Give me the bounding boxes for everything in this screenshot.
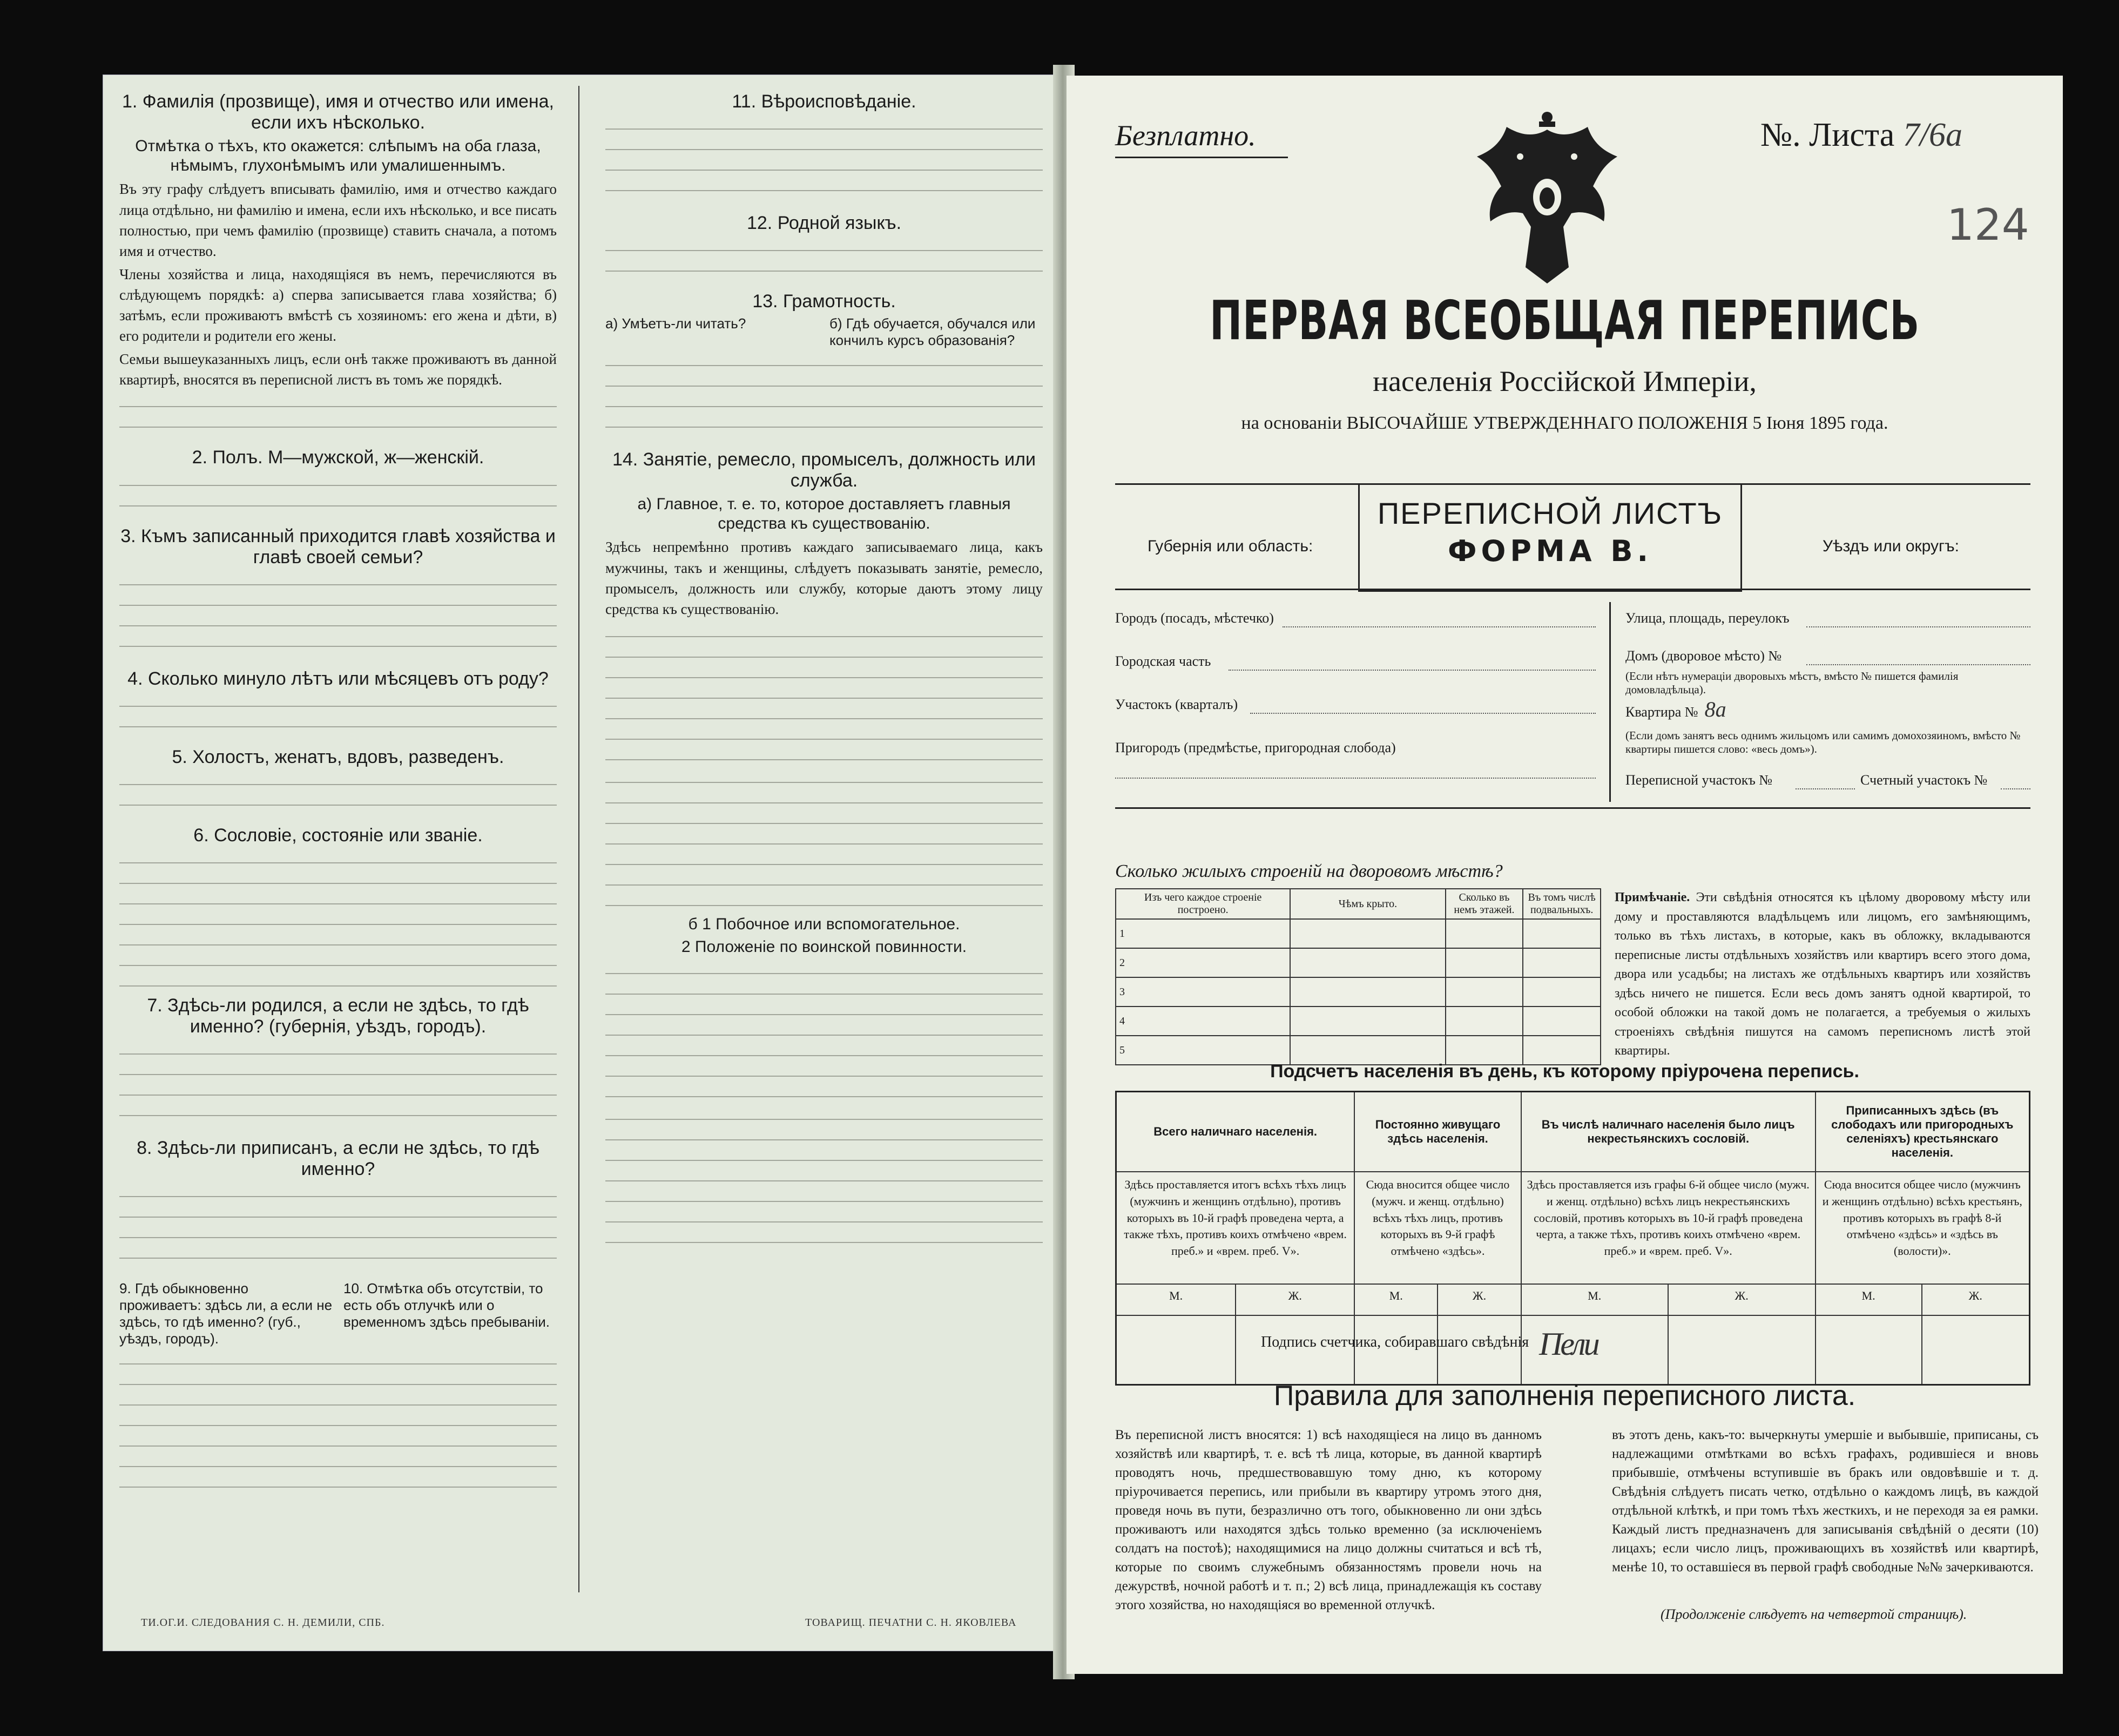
row-number: 1 bbox=[1116, 919, 1290, 948]
city-field bbox=[1283, 625, 1596, 627]
female-label: Ж. bbox=[1236, 1284, 1354, 1315]
male-label: М. bbox=[1354, 1284, 1438, 1315]
buildings-table bbox=[1115, 888, 1601, 1065]
house-field bbox=[1806, 663, 2030, 665]
section-10-title: 10. Отмѣтка объ отсутствіи, то есть объ отлучкѣ или о временномъ здѣсь пребываніи. bbox=[343, 1280, 550, 1330]
section-1-title: 1. Фамилія (прозвище), имя и отчество или имена, если ихъ нѣсколько. bbox=[122, 91, 554, 133]
enumerator-signature-label: Подпись счетчика, собиравшаго свѣдѣнія bbox=[1261, 1334, 1529, 1350]
left-column-1 bbox=[119, 86, 557, 1496]
buildings-note bbox=[1615, 888, 2030, 1061]
note-label: Примѣчаніе. bbox=[1615, 890, 1690, 904]
female-label: Ж. bbox=[1668, 1284, 1816, 1315]
row-number: 2 bbox=[1116, 948, 1290, 977]
note-text: Эти свѣдѣнія относятся къ цѣлому дворовому мѣсту или дому и проставляются владѣльцемъ или лицомъ, его замѣняющимъ, только въ тѣхъ листахъ, в которые, какъ въ обложку, вкладываются переписные листы отдѣльныхъ хозяйствъ или квартиръ всего этого дома, двора или усадьбы; на листахъ же отдѣльныхъ квартиръ или хозяйствъ здѣсь ничего не пишется. Если весь домъ занятъ одной квартирой, то особой обложки на такой домъ не полагается, а требуемыя о жилыхъ строеніяхъ свѣдѣнія пишутся на самомъ переписномъ листѣ этой квартиры. bbox=[1615, 890, 2030, 1058]
table-row bbox=[1116, 1036, 1601, 1065]
text-block bbox=[605, 1106, 1043, 1246]
question-13b: б) Гдѣ обучается, обучался или кончилъ курсъ образованія? bbox=[829, 315, 1036, 349]
section-14-text: Здѣсь непремѣнно противъ каждаго записываемаго лица, какъ мужчины, такъ и женщины, слѣдуетъ показывать занятіе, ремесло, промыселъ, должность или службу, которые даютъ этому лицу средства къ существованію. bbox=[605, 539, 1043, 618]
section-12-title: 12. Родной языкъ. bbox=[746, 213, 902, 234]
table-row bbox=[1116, 919, 1601, 948]
district-label: Уѣздъ или округъ: bbox=[1823, 537, 1960, 555]
table-header: Въ числѣ наличнаго населенія было лицъ некрестьянскихъ сословій. bbox=[1521, 1092, 1816, 1172]
text-block bbox=[119, 1183, 557, 1275]
section-9-10-titles bbox=[119, 1280, 557, 1347]
text-block bbox=[605, 623, 1043, 764]
table-header-row bbox=[1116, 1092, 2030, 1172]
counting-precinct-label: Счетный участокъ № bbox=[1860, 772, 1988, 788]
free-label: Безплатно. bbox=[1115, 119, 1256, 152]
female-label: Ж. bbox=[1922, 1284, 2030, 1315]
form-title-box bbox=[1358, 483, 1742, 592]
text-block bbox=[605, 769, 1043, 909]
province-label: Губернія или область: bbox=[1148, 537, 1313, 555]
apartment bbox=[1625, 697, 1726, 722]
address-divider bbox=[1609, 602, 1611, 802]
precinct-field bbox=[1250, 712, 1596, 714]
rules-text-left: Въ переписной листъ вносятся: 1) всѣ находящіеся на лицо въ данномъ хозяйствѣ или квартирѣ, т. е. всѣ тѣ лица, которые, въ данной квартирѣ проводятъ ночь, предшествовавшую тому дню, къ которому пріурочивается перепись, или прибыли въ квартиру утромъ этого дня, проведя ночь въ пути, безразлично отъ того, обыкновенно ли они здѣсь проживаютъ или находятся здѣсь только временно (за исключеніемъ солдатъ на постоѣ); находящимися на лицо должны считаться и всѣ тѣ, которые по своимъ служебнымъ обязанностямъ провели ночь на дежурствѣ, ночной работѣ и т. п.; 2) всѣ лица, принадлежащія къ составу этого хозяйства, но находящіяся во временной отлучкѣ. bbox=[1115, 1428, 1542, 1612]
table-header: Въ томъ числѣ подвальныхъ. bbox=[1523, 889, 1601, 919]
row-number: 5 bbox=[1116, 1036, 1290, 1065]
table-header: Чѣмъ крыто. bbox=[1290, 889, 1445, 919]
section-8-title: 8. Здѣсь-ли приписанъ, а если не здѣсь, то гдѣ именно? bbox=[137, 1138, 539, 1180]
enumerator-signature: Пели bbox=[1539, 1326, 1598, 1362]
city-part-label: Городская часть bbox=[1115, 653, 1211, 669]
text-block bbox=[119, 1041, 557, 1132]
sheet-number bbox=[1760, 116, 1962, 154]
table-row bbox=[1116, 1172, 2030, 1284]
table-header: Всего наличнаго населенія. bbox=[1116, 1092, 1355, 1172]
census-precinct-field bbox=[1796, 787, 1855, 789]
rules-text-right: въ этотъ день, какъ-то: вычеркнуты умершіе и выбывшіе, приписаны, съ надлежащими отмѣтками во всѣхъ графахъ, родившіеся и вновь прибывшіе, отмѣчены вступившіе въ бракъ или овдовѣвшіе и т. д. Свѣдѣнія слѣдуетъ писать четко, отдѣльно о каждомъ лицѣ, въ каждой отдѣльной клѣткѣ, и при томъ тѣхъ жесткихъ, и не переходя за ея рамки. Каждый листъ предназначенъ для записыванія свѣдѣній о десяти (10) лицахъ; если число лицъ, проживающихъ въ хозяйствѣ или квартирѣ, менѣе 10, то оставшіеся въ первой графѣ свободные №№ зачеркиваются. bbox=[1612, 1428, 2039, 1575]
apartment-label: Квартира № bbox=[1625, 704, 1698, 720]
section-13-questions bbox=[605, 315, 1043, 349]
table-header: Постоянно живущаго здѣсь населенія. bbox=[1354, 1092, 1521, 1172]
table-row bbox=[1116, 977, 1601, 1007]
street-label: Улица, площадь, переулокъ bbox=[1625, 610, 1790, 626]
table-header: Сколько въ немъ этажей. bbox=[1446, 889, 1523, 919]
continuation-note: (Продолженіе слѣдуетъ на четвертой страницѣ). bbox=[1661, 1606, 1967, 1622]
table-row bbox=[1116, 1007, 1601, 1036]
column-description: Здѣсь проставляется итогъ всѣхъ тѣхъ лицъ (мужчинъ и женщинъ отдѣльно), противъ которыхъ въ 10-й графѣ проведена черта, а также тѣхъ, противъ коихъ отмѣчено «врем. преб.» и «врем. преб. V». bbox=[1116, 1172, 1355, 1284]
double-headed-eagle-emblem-icon bbox=[1469, 105, 1625, 289]
table-header-row bbox=[1116, 889, 1601, 919]
left-column-2 bbox=[605, 86, 1043, 1252]
suburb-label: Пригородъ (предмѣстье, пригородная слобода) bbox=[1115, 740, 1396, 755]
counting-precinct-field bbox=[2001, 787, 2030, 789]
text-block bbox=[119, 771, 557, 820]
table-header: Изъ чего каждое строеніе построено. bbox=[1116, 889, 1290, 919]
left-page bbox=[103, 75, 1058, 1651]
text-block bbox=[605, 237, 1043, 286]
column-description: Сюда вносится общее число (мужч. и женщ. отдѣльно) всѣхъ тѣхъ лицъ, противъ которыхъ въ 9-й графѣ отмѣчено «здѣсь». bbox=[1354, 1172, 1521, 1284]
sheet-number-value: 7/6а bbox=[1902, 117, 1963, 153]
section-6-title: 6. Сословіе, состояніе или званіе. bbox=[193, 825, 483, 846]
section-3-title: 3. Къмъ записанный приходится главѣ хозяйства и главѣ своей семьи? bbox=[120, 525, 556, 568]
suburb-field bbox=[1115, 776, 1596, 779]
section-14a-title: а) Главное, т. е. то, которое доставляетъ главныя средства къ существованію. bbox=[637, 495, 1011, 533]
table-row bbox=[1116, 1284, 2030, 1315]
section-2-title: 2. Полъ. М—мужской, ж—женскій. bbox=[192, 447, 484, 468]
section-1-subtitle: Отмѣтка о тѣхъ, кто окажется: слѣпымъ на оба глаза, нѣмымъ, глухонѣмымъ или умалишеннымъ. bbox=[135, 137, 541, 175]
precinct-label: Участокъ (кварталъ) bbox=[1115, 697, 1238, 712]
header-rule-bottom bbox=[1115, 589, 2030, 590]
female-label: Ж. bbox=[1438, 1284, 1521, 1315]
section-5-title: 5. Холостъ, женатъ, вдовъ, разведенъ. bbox=[172, 746, 504, 767]
row-number: 3 bbox=[1116, 977, 1290, 1007]
apartment-note: (Если домъ занятъ весь однимъ жильцомъ или самимъ домохозяиномъ, вмѣсто № квартиры пишется слово: «весь домъ»). bbox=[1625, 729, 2021, 755]
population-count-title: Подсчетъ населенія въ день, къ которому пріурочена перепись. bbox=[1270, 1061, 1859, 1082]
male-label: М. bbox=[1816, 1284, 1922, 1315]
section-14b2-title: 2 Положеніе по воинской повинности. bbox=[681, 937, 967, 956]
text-block bbox=[119, 693, 557, 741]
column-description: Сюда вносится общее число (мужчинъ и женщинъ отдѣльно) всѣхъ крестьянъ, противъ которыхъ въ графѣ 8-й отмѣчено «здѣсь» и «здѣсь въ (волости)». bbox=[1816, 1172, 2030, 1284]
house-label: Домъ (дворовое мѣсто) № bbox=[1625, 648, 1782, 664]
form-letter: ФОРМА В. bbox=[1447, 534, 1653, 568]
section-1-text-3: Семьи вышеуказанныхъ лицъ, если онѣ также проживаютъ въ данной квартирѣ, вносятся въ переписной листъ въ томъ же порядкѣ. bbox=[119, 350, 557, 388]
text-block bbox=[605, 960, 1043, 1100]
handwritten-archive-number: 124 bbox=[1947, 200, 2029, 250]
text-block bbox=[119, 472, 557, 521]
right-page bbox=[1067, 76, 2063, 1674]
column-description: Здѣсь проставляется изъ графы 6-й общее число (мужч. и женщ. отдѣльно) всѣхъ лицъ некрестьянскихъ сословій, противъ которыхъ въ 10-й графѣ проведена черта, а также тѣхъ, противъ коихъ отмѣчено «врем. преб.» и «врем. преб. V». bbox=[1521, 1172, 1816, 1284]
rules-title: Правила для заполненія переписного листа. bbox=[1273, 1380, 1856, 1411]
section-1-text-2: Члены хозяйства и лица, находящіяся въ немъ, перечисляются въ слѣдующемъ порядкѣ: а) сперва записывается глава хозяйства; б) затѣмъ, если проживаютъ вмѣстѣ съ хозяиномъ: его жена и дѣти, в) его родители и родители его жены. bbox=[119, 266, 557, 345]
census-title: ПЕРВАЯ ВСЕОБЩАЯ ПЕРЕПИСЬ bbox=[1210, 289, 1920, 352]
form-title: ПЕРЕПИСНОЙ ЛИСТЪ bbox=[1377, 496, 1723, 530]
printer-imprint-right: ТОВАРИЩ. ПЕЧАТНИ С. Н. ЯКОВЛЕВА bbox=[805, 1617, 1017, 1629]
printer-imprint-left: ТИ.ОГ.И. СЛЕДОВАНИЯ С. Н. ДЕМИЛИ, СПБ. bbox=[141, 1617, 385, 1629]
house-note: (Если нѣтъ нумераціи дворовыхъ мѣстъ, вмѣсто № пишется фамилія домовладѣльца). bbox=[1625, 670, 1959, 696]
census-precinct-label: Переписной участокъ № bbox=[1625, 772, 1773, 788]
section-1-text: Въ эту графу слѣдуетъ вписывать фамилію, имя и отчество каждаго лица отдѣльно, ни фамилію и имена, если ихъ нѣсколько, и все писать полностью, при чемъ фамилію (прозвище) ставить сначала, а потомъ имя и отчество. bbox=[119, 181, 557, 260]
city-part-field bbox=[1229, 668, 1596, 671]
row-number: 4 bbox=[1116, 1007, 1290, 1036]
section-14-title: 14. Занятіе, ремесло, промыселъ, должность или служба. bbox=[612, 449, 1036, 491]
street-field bbox=[1806, 625, 2030, 627]
free-underline bbox=[1115, 157, 1288, 158]
text-block bbox=[119, 393, 557, 442]
section-7-title: 7. Здѣсь-ли родился, а если не здѣсь, то гдѣ именно? (губернія, уѣздъ, городъ). bbox=[147, 995, 529, 1037]
sheet-number-label: №. Листа bbox=[1760, 117, 1895, 153]
apartment-value: 8а bbox=[1704, 697, 1726, 721]
section-11-title: 11. Вѣроисповѣданіе. bbox=[732, 91, 916, 112]
census-subtitle: населенія Россійской Имперіи, bbox=[1373, 365, 1757, 397]
city-label: Городъ (посадъ, мѣстечко) bbox=[1115, 610, 1274, 626]
table-row bbox=[1116, 948, 1601, 977]
section-13-title: 13. Грамотность. bbox=[752, 291, 896, 312]
question-13a: а) Умѣетъ-ли читать? bbox=[605, 315, 746, 332]
male-label: М. bbox=[1521, 1284, 1668, 1315]
column-divider bbox=[578, 86, 579, 1592]
text-block bbox=[119, 571, 557, 663]
table-header: Приписанныхъ здѣсь (въ слободахъ или пригородныхъ селеніяхъ) крестьянскаго населенія. bbox=[1816, 1092, 2030, 1172]
male-label: М. bbox=[1116, 1284, 1236, 1315]
text-block bbox=[119, 849, 557, 990]
text-block bbox=[605, 352, 1043, 444]
text-block bbox=[119, 1350, 557, 1491]
census-legal-basis: на основаніи ВЫСОЧАЙШЕ УТВЕРЖДЕННАГО ПОЛОЖЕНІЯ 5 Іюня 1895 года. bbox=[1241, 413, 1888, 433]
text-block bbox=[605, 116, 1043, 207]
section-14b1-title: б 1 Побочное или вспомогательное. bbox=[688, 915, 960, 933]
address-rule-bottom bbox=[1115, 807, 2030, 809]
section-9-title: 9. Гдѣ обыкновенно проживаетъ: здѣсь ли, а если не здѣсь, то гдѣ именно? (губ., уѣздъ, городъ). bbox=[119, 1280, 333, 1347]
buildings-question: Сколько жилыхъ строеній на дворовомъ мѣстѣ? bbox=[1115, 861, 1503, 881]
section-4-title: 4. Сколько минуло лѣтъ или мѣсяцевъ отъ роду? bbox=[127, 668, 549, 689]
